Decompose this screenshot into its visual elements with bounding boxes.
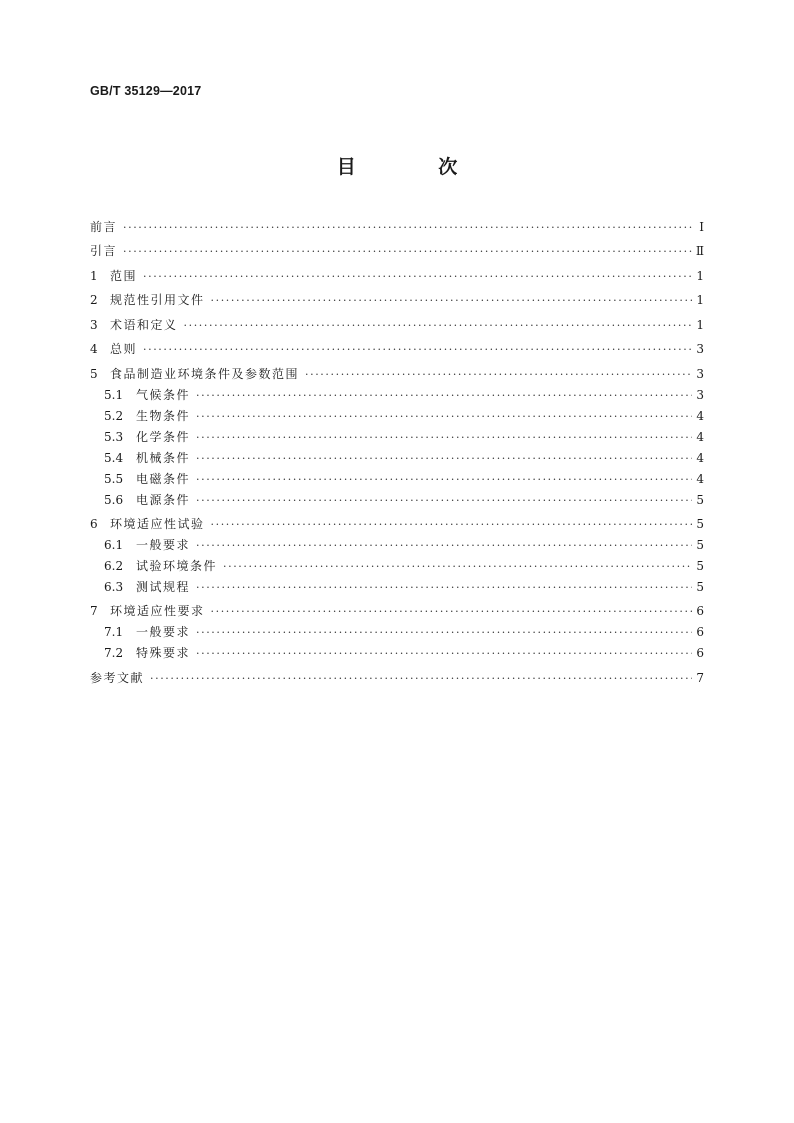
- toc-entry-label: 电源条件: [136, 493, 191, 507]
- toc-entry-label: 一般要求: [136, 625, 191, 639]
- toc-subentry[interactable]: [104, 645, 704, 661]
- toc-entry-page: 1: [696, 269, 704, 283]
- toc-entry[interactable]: [90, 341, 704, 357]
- toc-subentry[interactable]: [104, 537, 704, 553]
- toc-entry[interactable]: [90, 219, 704, 235]
- toc-subentry[interactable]: [104, 429, 704, 445]
- dot-leader: [123, 244, 692, 260]
- dot-leader: [196, 580, 692, 596]
- toc-entry-page: 4: [696, 451, 704, 465]
- toc-entry-page: 4: [696, 430, 704, 444]
- dot-leader: [196, 451, 692, 467]
- toc-entry-label: 气候条件: [136, 388, 191, 402]
- toc-entry-number: 5.1: [104, 388, 124, 402]
- toc-entry[interactable]: [90, 317, 704, 333]
- toc-entry-page: 1: [696, 293, 704, 307]
- dot-leader: [196, 625, 692, 641]
- toc-entry-number: 7.2: [104, 646, 124, 660]
- dot-leader: [143, 342, 692, 358]
- toc-subentry[interactable]: [104, 624, 704, 640]
- page-title: 目 次: [336, 156, 496, 178]
- toc-entry[interactable]: [90, 366, 704, 382]
- toc-entry-page: 5: [696, 580, 704, 594]
- toc-entry-page: 4: [696, 472, 704, 486]
- toc-entry[interactable]: [90, 603, 704, 619]
- toc-entry-label: 总则: [110, 342, 138, 356]
- toc-entry-label: 前言: [90, 220, 118, 234]
- toc-entry-number: 5.3: [104, 430, 124, 444]
- dot-leader: [211, 293, 692, 309]
- toc-entry-label: 电磁条件: [136, 472, 191, 486]
- toc-entry-page: 1: [696, 318, 704, 332]
- toc-subentry[interactable]: [104, 408, 704, 424]
- toc-entry-label: 参考文献: [90, 671, 145, 685]
- toc-entry-label: 规范性引用文件: [110, 293, 205, 307]
- toc-entry-label: 生物条件: [136, 409, 191, 423]
- dot-leader: [196, 538, 692, 554]
- toc-entry-page: 6: [696, 604, 704, 618]
- toc-entry-label: 食品制造业环境条件及参数范围: [110, 367, 300, 381]
- toc-entry-label: 化学条件: [136, 430, 191, 444]
- dot-leader: [143, 269, 692, 285]
- dot-leader: [150, 671, 692, 687]
- toc-entry-number: 6.1: [104, 538, 124, 552]
- toc-entry-page: 5: [696, 538, 704, 552]
- dot-leader: [211, 604, 692, 620]
- toc-entry-number: 4: [90, 342, 98, 356]
- toc-entry-page: Ⅱ: [695, 244, 704, 258]
- toc-entry-page: 7: [696, 671, 704, 685]
- toc-entry-page: Ⅰ: [699, 220, 704, 234]
- toc-entry-number: 5.2: [104, 409, 124, 423]
- toc-entry-label: 术语和定义: [110, 318, 178, 332]
- toc-entry-number: 5.4: [104, 451, 124, 465]
- toc-entry-page: 3: [696, 388, 704, 402]
- toc-entry-number: 2: [90, 293, 98, 307]
- toc-entry[interactable]: [90, 243, 704, 259]
- toc-entry[interactable]: [90, 292, 704, 308]
- toc-entry-label: 一般要求: [136, 538, 191, 552]
- toc-entry-page: 6: [696, 625, 704, 639]
- toc-entry-label: 试验环境条件: [136, 559, 218, 573]
- toc-subentry[interactable]: [104, 492, 704, 508]
- dot-leader: [196, 472, 692, 488]
- toc-entry-number: 5.5: [104, 472, 124, 486]
- dot-leader: [184, 318, 692, 334]
- toc-subentry[interactable]: [104, 387, 704, 403]
- toc-entry[interactable]: [90, 268, 704, 284]
- toc-entry-page: 5: [696, 517, 704, 531]
- toc-subentry[interactable]: [104, 471, 704, 487]
- toc-entry-page: 3: [696, 342, 704, 356]
- table-of-contents: [90, 0, 704, 1123]
- dot-leader: [196, 493, 692, 509]
- toc-entry-number: 6.2: [104, 559, 124, 573]
- toc-entry-label: 特殊要求: [136, 646, 191, 660]
- toc-entry-number: 7.1: [104, 625, 124, 639]
- dot-leader: [223, 559, 692, 575]
- toc-entry-number: 5: [90, 367, 98, 381]
- toc-entry-page: 5: [696, 559, 704, 573]
- toc-entry-label: 环境适应性试验: [110, 517, 205, 531]
- toc-entry-page: 6: [696, 646, 704, 660]
- toc-entry-label: 环境适应性要求: [110, 604, 205, 618]
- dot-leader: [196, 646, 692, 662]
- toc-subentry[interactable]: [104, 558, 704, 574]
- toc-entry-page: 4: [696, 409, 704, 423]
- dot-leader: [123, 220, 692, 236]
- toc-entry-page: 5: [696, 493, 704, 507]
- dot-leader: [196, 388, 692, 404]
- dot-leader: [211, 517, 692, 533]
- toc-entry-number: 7: [90, 604, 98, 618]
- toc-entry-label: 测试规程: [136, 580, 191, 594]
- dot-leader: [305, 367, 692, 383]
- dot-leader: [196, 430, 692, 446]
- toc-entry-number: 1: [90, 269, 98, 283]
- toc-entry-page: 3: [696, 367, 704, 381]
- toc-entry-number: 5.6: [104, 493, 124, 507]
- toc-subentry[interactable]: [104, 450, 704, 466]
- toc-entry-number: 6: [90, 517, 98, 531]
- toc-entry-label: 机械条件: [136, 451, 191, 465]
- toc-entry-number: 3: [90, 318, 98, 332]
- toc-subentry[interactable]: [104, 579, 704, 595]
- toc-entry[interactable]: [90, 670, 704, 686]
- toc-entry-number: 6.3: [104, 580, 124, 594]
- toc-entry[interactable]: [90, 516, 704, 532]
- toc-entry-label: 引言: [90, 244, 118, 258]
- toc-entry-label: 范围: [110, 269, 138, 283]
- standard-code: GB/T 35129—2017: [90, 84, 202, 98]
- dot-leader: [196, 409, 692, 425]
